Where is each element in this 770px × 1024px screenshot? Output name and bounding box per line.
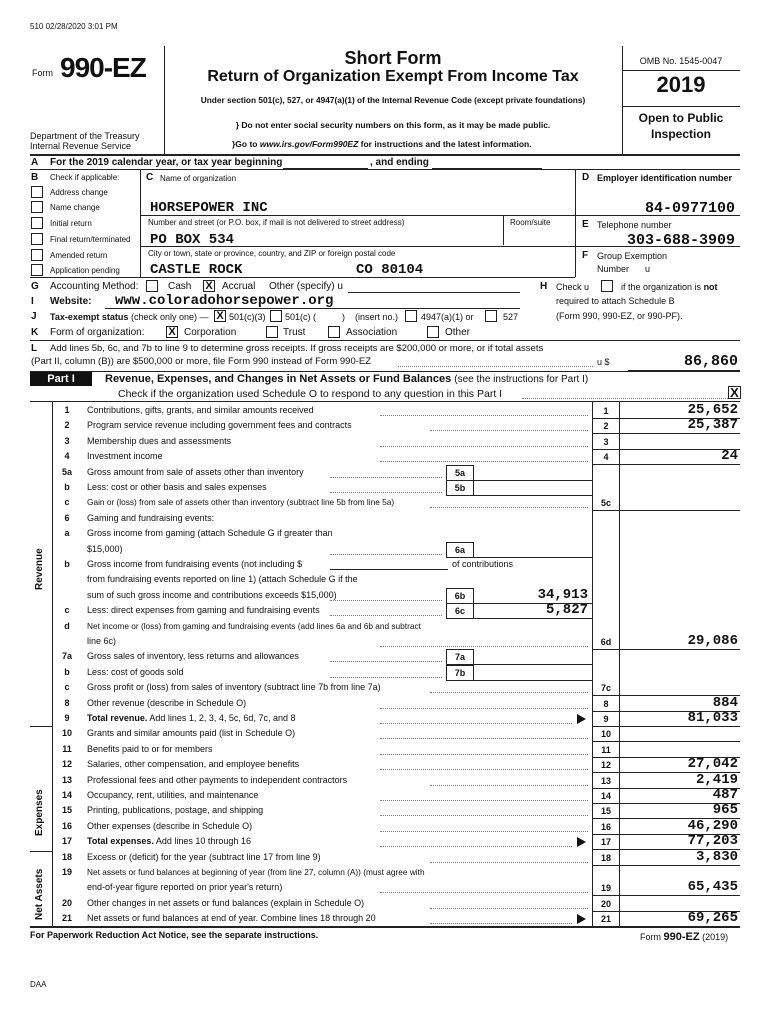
line-description [87,898,364,908]
line-description [87,590,337,600]
b-checkbox-2[interactable] [31,217,43,229]
street-label: Number and street (or P.O. box, if mail is not delivered to street address) [148,218,405,227]
line-l-label: L [31,343,38,354]
line-number: 2 [64,420,70,430]
line-text: Net assets or fund balances at beginning of year (from line 27, column (A)) (must agree with [87,867,425,877]
ein-label: Employer identification number [597,173,733,183]
footer-form [640,931,728,943]
open-public-line2: Inspection [650,127,711,141]
trust-label: Trust [283,327,306,338]
line-text: Other changes in net assets or fund balances (explain in Schedule O) [87,898,365,908]
inner-line-label: 6b [454,591,466,601]
line-box-label: 14 [600,791,611,801]
line-description [87,759,299,769]
form-number: 990-EZ [60,52,146,83]
line-text: Contributions, gifts, grants, and similar amounts received [87,405,314,415]
daa-mark: DAA [30,980,47,989]
line-text: Program service revenue including government fees and contracts [87,420,352,430]
b-checkbox-1[interactable] [31,201,43,213]
check-one-label: (check only one) — [131,312,209,322]
line-number: c [64,497,70,507]
line-text: Gross income from gaming (attach Schedule G if greater than [87,528,333,538]
line-number: a [64,528,70,538]
line-box-label: 17 [600,837,611,847]
inner-line-label: 7a [454,652,465,662]
line-description [87,744,213,754]
city-value[interactable]: CASTLE ROCK [150,262,243,278]
527-checkbox[interactable] [485,310,497,322]
line-text-rest: Add lines 10 through 16 [155,836,251,846]
line-number: 20 [61,898,72,908]
line-amount[interactable]: 69,265 [687,910,738,926]
line-text: Investment income [87,451,163,461]
inner-amount[interactable]: 34,913 [537,587,588,603]
line-number: 16 [61,821,72,831]
line-number: 15 [61,805,72,815]
inner-line-box [446,465,474,481]
other-org-label: Other [445,327,471,338]
group-exemption-label: Group Exemption [597,251,668,261]
line-amount[interactable]: 965 [712,802,738,818]
corporation-checkbox[interactable]: X [166,326,178,338]
goto-line [232,139,532,149]
line-description [87,451,163,461]
association-checkbox[interactable] [328,326,340,338]
line-amount[interactable]: 29,086 [687,633,738,649]
line-box-label: 1 [603,406,609,416]
goto-suffix: for instructions and the latest information. [360,139,532,149]
line-number: d [64,621,70,631]
line-l-arrow: u $ [597,357,610,367]
line-text: Printing, publications, postage, and shipping [87,805,264,815]
footer-form-word: Form [640,932,661,942]
line-description [87,497,394,507]
net-assets-side-label: Net Assets [34,868,45,920]
line-number: 14 [61,790,72,800]
line-description [87,513,214,523]
check-if-applicable: Check if applicable: [50,173,120,182]
line-text: sum of such gross income and contributions exceeds $15,000) [87,590,337,600]
form-id-block [30,46,162,132]
line-k-label: K [31,327,39,338]
schedule-o-checkbox[interactable]: X [728,386,741,399]
website-label: Website: [50,296,92,307]
line-box-label: 21 [600,914,611,924]
inner-line-box [446,480,474,496]
line-text-rest: Add lines 1, 2, 3, 4, 5c, 6d, 7c, and 8 [149,713,296,723]
tax-year: 2019 [656,72,706,97]
inner-line-label: 5b [454,483,466,493]
b-item-label: Application pending [50,266,120,275]
line-text: Excess or (deficit) for the year (subtract line 17 from line 9) [87,852,321,862]
line-number: 7a [61,651,72,661]
footer-year: (2019) [702,932,729,942]
inner-line-box [446,603,474,619]
cash-checkbox[interactable] [146,280,158,292]
accrual-label: Accrual [222,281,256,292]
dept-line1: Department of the Treasury [30,131,140,141]
association-label: Association [346,327,398,338]
line-description [87,621,421,631]
line-text: Less: cost or other basis and sales expenses [87,482,267,492]
line-number: c [64,682,70,692]
inner-line-label: 7b [454,668,466,678]
line-l-text2: (Part II, column (B)) are $500,000 or more, file Form 990 instead of Form 990-EZ [31,356,372,367]
inner-line-box [446,649,474,665]
line-description [87,698,246,708]
line-description [87,651,299,661]
schedule-b-checkbox[interactable] [601,280,613,292]
line-text: Other revenue (describe in Schedule O) [87,698,247,708]
line-h-label: H [540,281,548,292]
section-f-label: F [582,250,589,261]
527-label: 527 [503,312,519,322]
dept-line2: Internal Revenue Service [30,141,132,151]
inner-amount[interactable]: 5,827 [545,602,588,618]
line-number: 10 [61,728,72,738]
line-number: 4 [64,451,70,461]
line-box-label: 12 [600,760,611,770]
line-text: line 6c) [87,636,117,646]
line-box-label: 6d [600,637,612,647]
print-stamp: 510 02/28/2020 3:01 PM [30,22,118,31]
line-text: Gross income from fundraising events (not including $ [87,559,303,569]
b-item-label: Initial return [50,219,92,228]
line-text: end-of-year figure reported on prior year's return) [87,882,283,892]
line-number: b [64,559,70,569]
line-box-label: 3 [603,437,609,447]
omb-number: OMB No. 1545-0047 [639,56,723,66]
line-text: Benefits paid to or for members [87,744,213,754]
line-h-not: not [703,282,718,292]
street-value[interactable]: PO BOX 534 [150,232,235,248]
part-i-title-bold: Revenue, Expenses, and Changes in Net Assets or Fund Balances [105,373,452,385]
ssn-notice: } Do not enter social security numbers on this form, as it may be made public. [235,120,551,130]
line-box-label: 19 [600,883,611,893]
line-description [87,882,282,892]
line-box-label: 2 [603,421,609,431]
line-box-label: 16 [600,822,611,832]
line-h-line2: required to attach Schedule B [556,296,675,306]
line-description [87,790,258,800]
line-amount[interactable]: 27,042 [687,756,738,772]
b-item-label: Name change [50,203,100,212]
city-label: City or town, state or province, country, and ZIP or foreign postal code [148,249,396,258]
4947-checkbox[interactable] [405,310,417,322]
line-amount[interactable]: 884 [712,695,738,711]
website-value[interactable]: www.coloradohorsepower.org [115,293,334,309]
line-description [87,867,425,877]
line-text: Membership dues and assessments [87,436,232,446]
line-text: Professional fees and other payments to independent contractors [87,775,348,785]
line-h-line3: (Form 990, 990-EZ, or 990-PF). [556,311,683,321]
line-j-label: J [31,311,37,322]
line-a-label: A [31,157,39,168]
form-word: Form [32,68,53,78]
title-main: Return of Organization Exempt From Income Tax [207,68,579,85]
line-amount[interactable]: 3,830 [695,849,738,865]
b-item-label: Amended return [50,251,108,260]
schedule-o-check-text: Check if the organization used Schedule O to respond to any question in this Part I [118,388,503,400]
line-g-label: G [31,281,39,292]
line-number: 18 [61,852,72,862]
footer-form-number: 990-EZ [663,931,700,943]
501c-label: 501(c) ( [285,312,317,322]
goto-prefix: }Go to [232,139,258,149]
paperwork-notice: For Paperwork Reduction Act Notice, see the separate instructions. [30,930,319,940]
line-number: 11 [62,744,72,754]
line-number: 1 [64,405,70,415]
line-number: 6 [64,513,70,523]
line-h-text: Check u [556,282,590,292]
line-number: 3 [64,436,70,446]
section-d-label: D [582,172,590,183]
line-description [87,775,347,785]
b-checkbox-0[interactable] [31,186,43,198]
section-c-label: C [146,172,154,183]
org-name-label: Name of organization [160,174,237,183]
line-text: Net assets or fund balances at end of year. Combine lines 18 through 20 [87,913,376,923]
b-item-label: Final return/terminated [50,235,131,244]
group-number-label: Number [597,264,630,274]
open-public-line1: Open to Public [638,111,724,125]
ein-value[interactable]: 84-0977100 [644,200,735,217]
line-description [87,667,184,677]
line-a-text: For the 2019 calendar year, or tax year beginning [50,157,283,168]
line-number: 5a [61,467,72,477]
line-box-label: 11 [601,745,611,755]
line-text: Total expenses. [87,836,154,846]
section-b-label: B [31,172,39,183]
line-text: Other expenses (describe in Schedule O) [87,821,253,831]
line-text: Total revenue. [87,713,148,723]
state-zip-value[interactable]: CO 80104 [356,262,424,278]
arrow-icon [577,837,586,847]
inner-line-box [446,542,474,558]
line-description [87,805,263,815]
b-checkbox-5[interactable] [31,264,43,276]
line-amount[interactable]: 46,290 [687,818,738,834]
insert-no-label: (insert no.) [355,312,399,322]
tax-exempt-label: Tax-exempt status [50,312,129,322]
inner-line-box [446,588,474,604]
line-description [87,467,304,477]
line-i-label: I [31,296,34,307]
accounting-method-label: Accounting Method: [50,281,139,292]
line-number: 21 [61,913,72,923]
line-box-label: 8 [603,699,609,709]
line-number: 17 [61,836,72,846]
line-description [87,821,252,831]
other-org-checkbox[interactable] [427,326,439,338]
line-description [87,636,116,646]
arrow-icon [577,914,586,924]
trust-checkbox[interactable] [266,326,278,338]
line-text: from fundraising events reported on line 1) (attach Schedule G if the [87,574,358,584]
inner-line-label: 6c [454,606,465,616]
line-amount[interactable]: 77,203 [687,833,738,849]
line-description [87,544,123,554]
phone-value[interactable]: 303-688-3909 [626,232,735,249]
line-description [87,405,314,415]
line-box-label: 9 [603,714,609,724]
501c-close: ) [342,312,345,322]
line-number: b [64,482,70,492]
line-description [87,852,321,862]
part-i-label: Part I [30,372,92,386]
title-short-form: Short Form [344,48,442,68]
line-box-label: 15 [600,806,611,816]
line-description [87,713,295,723]
line-description [87,728,295,738]
arrow-icon [577,714,586,724]
line-description [87,528,333,538]
line-number: 9 [64,713,70,723]
irs-url-link[interactable]: www.irs.gov/Form990EZ [259,139,359,149]
cash-label: Cash [168,281,192,292]
501c-checkbox[interactable] [270,310,282,322]
line-description [87,574,358,584]
section-e-label: E [582,219,589,230]
4947-label: 4947(a)(1) or [421,312,474,322]
line-amount[interactable]: 81,033 [687,710,738,726]
line-text: $15,000) [87,544,123,554]
line-description [87,482,267,492]
part-i-title-note: (see the instructions for Part I) [454,374,589,385]
inner-line-label: 5a [454,468,465,478]
line-box-label: 20 [600,899,611,909]
line-text-after: of contributions [452,559,514,569]
line-text: Salaries, other compensation, and employee benefits [87,759,300,769]
line-description [87,682,381,692]
line-amount[interactable]: 2,419 [695,772,738,788]
line-amount[interactable]: 25,652 [687,402,738,418]
line-amount[interactable]: 24 [721,448,738,464]
line-l-text1: Add lines 5b, 6c, and 7b to line 9 to determine gross receipts. If gross receipts are $200,000 or more, or if total assets [50,343,544,354]
line-box-label: 5c [600,498,611,508]
line-number: 8 [64,698,70,708]
line-box-label: 10 [600,729,611,739]
line-text: Gross sales of inventory, less returns and allowances [87,651,299,661]
line-a-ending: , and ending [370,157,429,168]
b-item-label: Address change [50,188,108,197]
expenses-side-label: Expenses [34,789,45,836]
org-name-value[interactable]: HORSEPOWER INC [150,200,268,216]
line-description [87,913,376,923]
other-method-label: Other (specify) u [269,281,343,292]
part-i-title [105,373,588,385]
b-checkbox-4[interactable] [31,249,43,261]
line-description [87,436,231,446]
line-number: c [64,605,70,615]
line-description [87,559,302,569]
line-text: Grants and similar amounts paid (list in Schedule O) [87,728,296,738]
subtitle: Under section 501(c), 527, or 4947(a)(1) of the Internal Revenue Code (except private foundations) [200,95,586,105]
line-text: Less: direct expenses from gaming and fundraising events [87,605,320,615]
line-h-text2-a: if the organization is [621,282,702,292]
line-text: Gaming and fundraising events: [87,513,215,523]
room-suite-label: Room/suite [510,218,551,227]
inner-line-label: 6a [454,545,465,555]
line-box-label: 13 [600,776,611,786]
gross-receipts-amount[interactable]: 86,860 [683,353,738,370]
line-box-label: 18 [600,853,611,863]
line-h-text2 [621,282,718,292]
line-text: Net income or (loss) from gaming and fundraising events (add lines 6a and 6b and subtract [87,621,421,631]
line-amount[interactable]: 25,387 [687,417,738,433]
phone-label: Telephone number [597,220,672,230]
line-description [87,836,251,846]
form-of-org-label: Form of organization: [50,327,145,338]
line-text: Gross amount from sale of assets other than inventory [87,467,304,477]
corporation-label: Corporation [184,327,237,338]
line-amount[interactable]: 487 [712,787,738,803]
line-amount[interactable]: 65,435 [687,879,738,895]
line-number: 19 [61,867,72,877]
accrual-checkbox[interactable]: X [203,280,215,292]
b-checkbox-3[interactable] [31,233,43,245]
line-box-label: 4 [603,452,609,462]
line-description [87,420,352,430]
line-text: Less: cost of goods sold [87,667,184,677]
line-text: Occupancy, rent, utilities, and maintenance [87,790,259,800]
line-number: 12 [61,759,72,769]
501c3-checkbox[interactable]: X [214,310,226,322]
revenue-side-label: Revenue [34,548,45,590]
line-text: Gross profit or (loss) from sales of inventory (subtract line 7b from line 7a) [87,682,381,692]
line-number: 13 [61,775,72,785]
line-text: Gain or (loss) from sale of assets other than inventory (subtract line 5b from line 5a) [87,497,395,507]
inner-line-box [446,665,474,681]
line-box-label: 7c [600,683,611,693]
line-description [87,605,320,615]
501c3-label: 501(c)(3) [229,312,266,322]
group-number-arrow: u [645,264,651,274]
line-number: b [64,667,70,677]
